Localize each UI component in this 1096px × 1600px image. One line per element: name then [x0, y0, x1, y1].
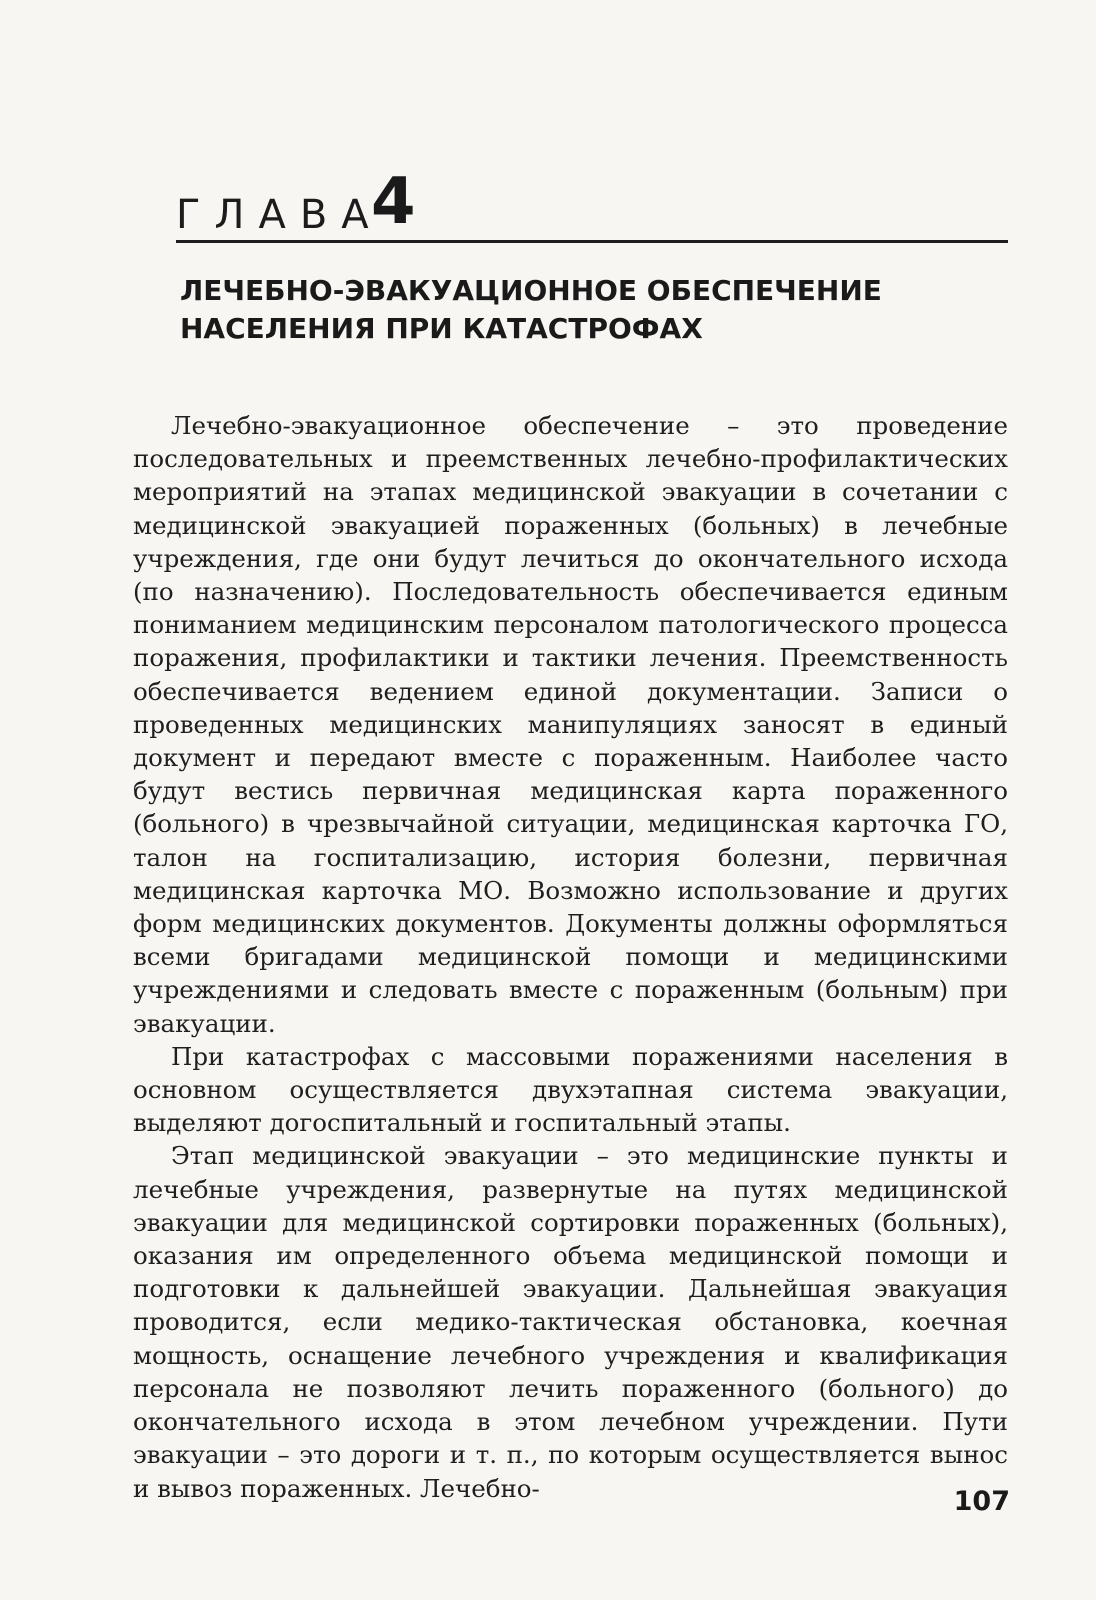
body-text [133, 409, 1008, 1505]
paragraph: Этап медицинской эвакуации – это медицинские пункты и лечебные учреждения, развернутые на путях медицинской эвакуации для медицинской сортировки пораженных (больных), оказания им определенного объема медицинской помощи и подготовки к дальнейшей эвакуации. Дальнейшая эвакуация проводится, если медико-тактическая обстановка, коечная мощность, оснащение лечебного учреждения и квалификация персонала не позволяют лечить пораженного (больного) до окончательного исхода в этом лечебном учреждении. Пути эвакуации – это дороги и т. п., по которым осуществляется вынос и вывоз пораженных. Лечебно- [133, 1141, 1008, 1503]
chapter-title-line-1: ЛЕЧЕБНО-ЭВАКУАЦИОННОЕ ОБЕСПЕЧЕНИЕ [180, 274, 882, 307]
page-number: 107 [953, 1486, 1010, 1517]
chapter-label: ГЛАВА [176, 192, 383, 238]
paragraph: При катастрофах с массовыми поражениями населения в основном осуществляется двухэтапная система эвакуации, выделяют догоспитальный и госпитальный этапы. [133, 1041, 1008, 1138]
chapter-title-line-2: НАСЕЛЕНИЯ ПРИ КАТАСТРОФАХ [180, 312, 703, 345]
paragraph: Лечебно-эвакуационное обеспечение – это проведение последовательных и преемственных лечебно-профилактических мероприятий на этапах медицинской эвакуации в сочетании с медицинской эвакуацией пораженных (больных) в лечебные учреждения, где они будут лечиться до окончательного исхода (по назначению). Последовательность обеспечивается единым пониманием медицинским персоналом патологического процесса поражения, профилактики и тактики лечения. Преемственность обеспечивается ведением единой документации. Записи о проведенных медицинских манипуляциях заносят в единый документ и передают вместе с пораженным. Наиболее часто будут вестись первичная медицинская карта пораженного (больного) в чрезвычайной ситуации, медицинская карточка ГО, талон на госпитализацию, история болезни, первичная медицинская карточка МО. Возможно использование и других форм медицинских документов. Документы должны оформляться всеми бригадами медицинской помощи и медицинскими учреждениями и следовать вместе с пораженным (больным) при эвакуации. [133, 411, 1008, 1038]
chapter-title [180, 272, 1000, 348]
chapter-heading [176, 165, 1008, 240]
chapter-divider [176, 240, 1008, 243]
chapter-number: 4 [371, 165, 416, 239]
